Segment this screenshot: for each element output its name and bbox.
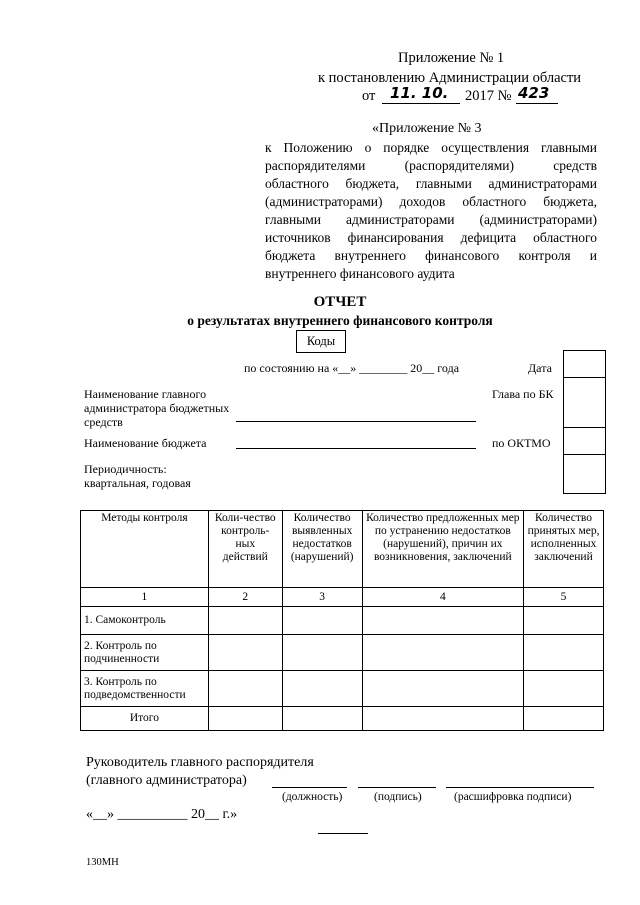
annex3-line: внутреннего финансового аудита [265,266,455,281]
oktmo-label: по ОКТМО [492,436,551,450]
chief-bk-label: Глава по БК [492,387,554,401]
table-cell [524,671,604,707]
annex1-title: Приложение № 1 [398,50,505,66]
code-box-periodicity [563,454,606,494]
annex1-number: 423 [518,84,550,102]
annex3-title: «Приложение № 3 [372,121,482,136]
row-label: Итого [81,707,209,731]
table-cell [208,607,282,635]
position-caption: (должность) [282,791,343,803]
code-box-date [563,350,606,378]
table-number-row [81,588,604,607]
table-row [81,671,604,707]
annex1-resolution: к постановлению Администрации области [318,70,582,86]
budget-label: Наименование бюджета [84,436,207,450]
row-label: 1. Самоконтроль [81,607,209,635]
table-row [81,607,604,635]
table-cell [362,707,523,731]
footer-code: 130МН [86,857,119,868]
code-box-bk [563,377,606,428]
chief-admin-line [236,421,476,422]
periodicity-value: квартальная, годовая [84,476,191,490]
budget-line [236,448,476,449]
annex1-from: от [362,88,376,104]
col-number: 3 [282,588,362,607]
table-cell [524,707,604,731]
report-subtitle: о результатах внутреннего финансового контроля [187,313,493,328]
control-results-table [80,510,604,731]
decode-line [446,787,594,788]
table-row [81,635,604,671]
position-line [272,787,347,788]
col-number: 5 [524,588,604,607]
col-number: 1 [81,588,209,607]
table-cell [208,707,282,731]
signature-head-line2: (главного администратора) [86,773,247,788]
table-row-total [81,707,604,731]
table-cell [282,707,362,731]
table-cell [524,635,604,671]
codes-label: Коды [296,330,346,353]
annex3-line: бюджета внутреннего финансового контроля и [265,248,597,263]
annex3-text [265,139,597,283]
table-cell [362,607,523,635]
annex3-line: (администраторами) доходов областного бюджета, [265,194,597,209]
chief-admin-label: Наименование главного администратора бюджетных средств [84,387,230,429]
header-actions: Коли-чество контроль-ных действий [208,511,282,588]
code-box-oktmo [563,427,606,455]
table-cell [362,635,523,671]
annex3-line: распорядителями (распорядителями) средств [265,158,597,173]
date-label: Дата [528,361,552,375]
table-cell [208,635,282,671]
periodicity-label: Периодичность: [84,462,167,476]
table-cell [208,671,282,707]
decode-caption: (расшифровка подписи) [454,791,572,803]
annex1-date-field [382,85,460,104]
annex3-line: источников финансирования дефицита областного [265,230,597,245]
annex1-date: 11. 10. [390,84,449,102]
table-cell [362,671,523,707]
row-label: 3. Контроль по подведомственности [81,671,209,707]
table-cell [282,607,362,635]
table-cell [282,635,362,671]
report-title: ОТЧЕТ [313,294,367,310]
divider-line [318,833,368,834]
annex3-line: к Положению о порядке осуществления главными [265,140,597,155]
col-number: 2 [208,588,282,607]
row-label: 2. Контроль по подчиненности [81,635,209,671]
header-proposed: Количество предложенных мер по устранению недостатков (нарушений), причин их возникновения, заключений [362,511,523,588]
annex1-year: 2017 № [465,88,512,104]
annex1-number-field [516,85,558,104]
sign-caption: (подпись) [374,791,422,803]
annex3-line: главными администраторами (администраторами) [265,212,597,227]
header-accepted: Количество принятых мер, исполненных заключений [524,511,604,588]
table-cell [282,671,362,707]
signature-head-line1: Руководитель главного распорядителя [86,755,314,770]
col-number: 4 [362,588,523,607]
report-as-of: по состоянию на «__» ________ 20__ года [244,361,460,375]
signature-date: «__» __________ 20__ г.» [86,807,238,822]
header-violations: Количество выявленных недостатков (нарушений) [282,511,362,588]
header-methods: Методы контроля [81,511,209,588]
table-header-row [81,511,604,588]
table-cell [524,607,604,635]
annex3-line: областного бюджета, главными администраторами [265,176,597,191]
sign-line [358,787,436,788]
